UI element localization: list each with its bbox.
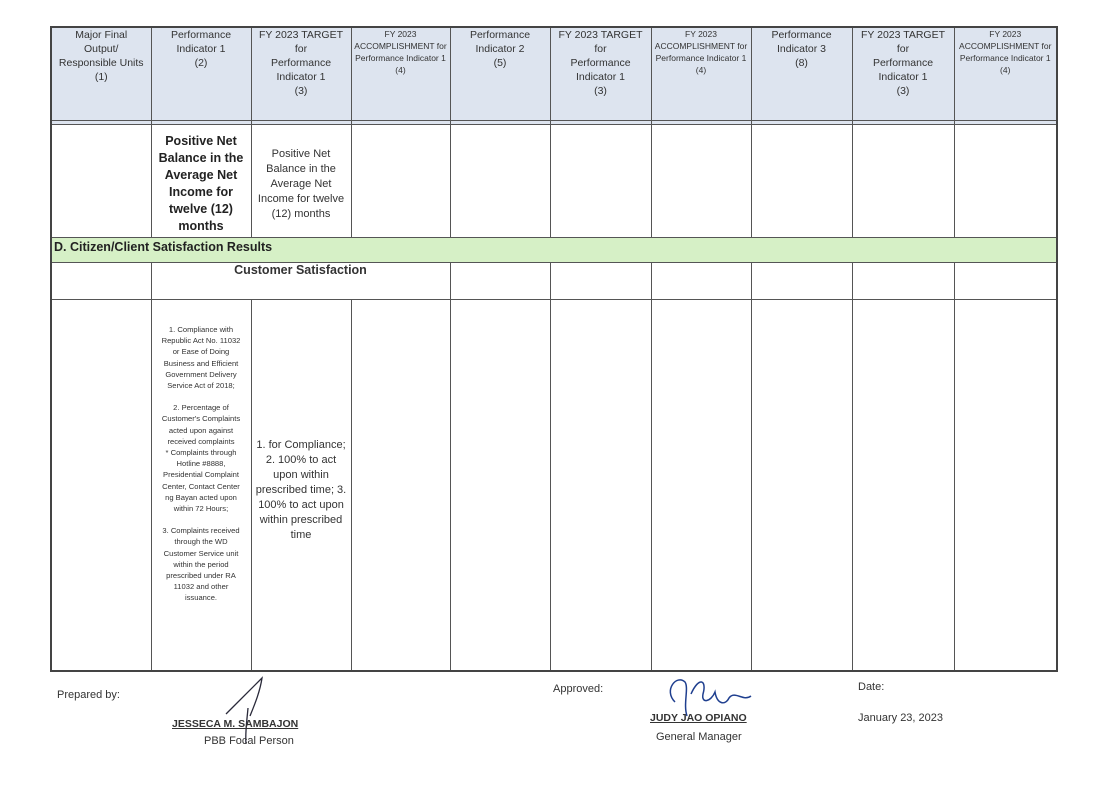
approved-by-name: JUDY JAO OPIANO (650, 712, 747, 724)
header-accomplishment-2: FY 2023 ACCOMPLISHMENT for Performance Indicator 1 (4) (651, 27, 751, 121)
header-target-3: FY 2023 TARGET for Performance Indicator 1 (3) (852, 27, 954, 121)
header-performance-indicator-2: Performance Indicator 2 (5) (450, 27, 550, 121)
cell-net-income-indicator: Positive Net Balance in the Average Net Income for twelve (12) months (151, 125, 251, 238)
header-target-1: FY 2023 TARGET for Performance Indicator 1 (3) (251, 27, 351, 121)
prepared-by-name: JESSECA M. SAMBAJON (172, 718, 299, 730)
customer-satisfaction-row (51, 263, 1057, 300)
performance-table (50, 26, 1058, 672)
prepared-by-label: Prepared by: (57, 689, 120, 701)
customer-satisfaction-title: Customer Satisfaction (151, 263, 450, 300)
table-row-customer-satisfaction (51, 300, 1057, 672)
cell-customer-satisfaction-indicators: 1. Compliance with Republic Act No. 11032 or Ease of Doing Business and Efficient Government Delivery Service Act of 2018; 2. Percentage of Customer's Complaints acted upon against received complaints * Complaints through Hotline #8888, Presidential Complaint Center, Contact Center ng Bayan acted upon within 72 Hours; 3. Complaints received through the WD Customer Service unit within the period prescribed under RA 11032 and other issuance. (151, 300, 251, 672)
cell-customer-satisfaction-target: 1. for Compliance; 2. 100% to act upon within prescribed time; 3. 100% to act upon within prescribed time (251, 300, 351, 672)
table-row-net-income (51, 125, 1057, 238)
header-performance-indicator-3: Performance Indicator 3 (8) (751, 27, 852, 121)
section-d-title: D. Citizen/Client Satisfaction Results (51, 238, 1057, 263)
cell-empty (51, 125, 151, 238)
approved-label: Approved: (553, 683, 604, 695)
prepared-by-role: PBB Focal Person (204, 735, 294, 747)
header-accomplishment-3: FY 2023 ACCOMPLISHMENT for Performance Indicator 1 (4) (954, 27, 1057, 121)
header-accomplishment-1: FY 2023 ACCOMPLISHMENT for Performance Indicator 1 (4) (351, 27, 450, 121)
performance-table-sheet (50, 26, 1056, 672)
header-major-final-output: Major Final Output/ Responsible Units (1) (51, 27, 151, 121)
header-performance-indicator-1: Performance Indicator 1 (2) (151, 27, 251, 121)
header-target-2: FY 2023 TARGET for Performance Indicator 1 (3) (550, 27, 651, 121)
cell-net-income-target: Positive Net Balance in the Average Net Income for twelve (12) months (251, 125, 351, 238)
date-value: January 23, 2023 (858, 712, 944, 724)
header-row (51, 27, 1057, 121)
approved-by-role: General Manager (656, 731, 742, 743)
date-label: Date: (858, 681, 885, 693)
section-d-row (51, 238, 1057, 263)
